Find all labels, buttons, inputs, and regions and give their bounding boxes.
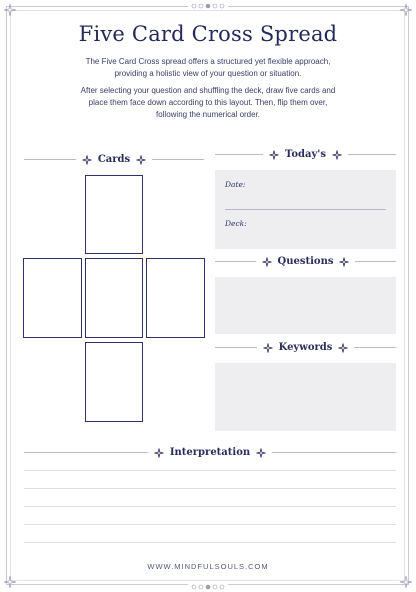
sparkle-icon (154, 448, 164, 458)
card-slot-left[interactable] (23, 258, 82, 338)
intro-paragraph-2: After selecting your question and shuffling the deck, draw five cards and place them face down according to this layout. Then, flip them over, following the numerical order. (80, 86, 336, 119)
card-slot-top[interactable] (85, 175, 143, 254)
keywords-heading-label: Keywords (278, 342, 333, 353)
interpretation-heading-label: Interpretation (169, 447, 251, 458)
todays-heading-label: Today's (285, 149, 326, 160)
card-slot-right[interactable] (146, 258, 205, 338)
website-footer: WWW.MINDFULSOULS.COM (147, 562, 269, 571)
writing-line[interactable] (24, 506, 396, 507)
corner-ornament-icon (399, 575, 413, 589)
writing-line[interactable] (24, 524, 396, 525)
keywords-heading (215, 342, 396, 353)
cards-heading-label: Cards (97, 154, 131, 165)
deck-label: Deck: (225, 219, 247, 228)
sparkle-icon (136, 155, 146, 165)
sparkle-icon (256, 448, 266, 458)
todays-heading (215, 149, 396, 160)
intro-text (80, 56, 336, 126)
sparkle-icon (263, 343, 273, 353)
sparkle-icon (82, 155, 92, 165)
page-title: Five Card Cross Spread (78, 22, 338, 46)
card-slot-center[interactable] (85, 258, 143, 338)
questions-box[interactable] (215, 277, 396, 334)
sparkle-icon (338, 343, 348, 353)
writing-line[interactable] (24, 488, 396, 489)
moon-phases-ornament-icon (188, 2, 228, 10)
sparkle-icon (332, 150, 342, 160)
date-field[interactable] (225, 209, 386, 210)
questions-heading (215, 256, 396, 267)
sparkle-icon (262, 257, 272, 267)
cards-heading (24, 154, 204, 165)
corner-ornament-icon (3, 575, 17, 589)
questions-heading-label: Questions (277, 256, 334, 267)
interpretation-heading (24, 447, 396, 458)
keywords-box[interactable] (215, 363, 396, 431)
card-slot-bottom[interactable] (85, 342, 143, 422)
sparkle-icon (339, 257, 349, 267)
corner-ornament-icon (3, 3, 17, 17)
writing-line[interactable] (24, 470, 396, 471)
moon-phases-ornament-icon (188, 583, 228, 591)
corner-ornament-icon (399, 3, 413, 17)
date-label: Date: (225, 180, 246, 189)
sparkle-icon (269, 150, 279, 160)
writing-line[interactable] (24, 542, 396, 543)
intro-paragraph-1: The Five Card Cross spread offers a structured yet flexible approach, providing a holistic view of your question or situation. (85, 57, 331, 78)
